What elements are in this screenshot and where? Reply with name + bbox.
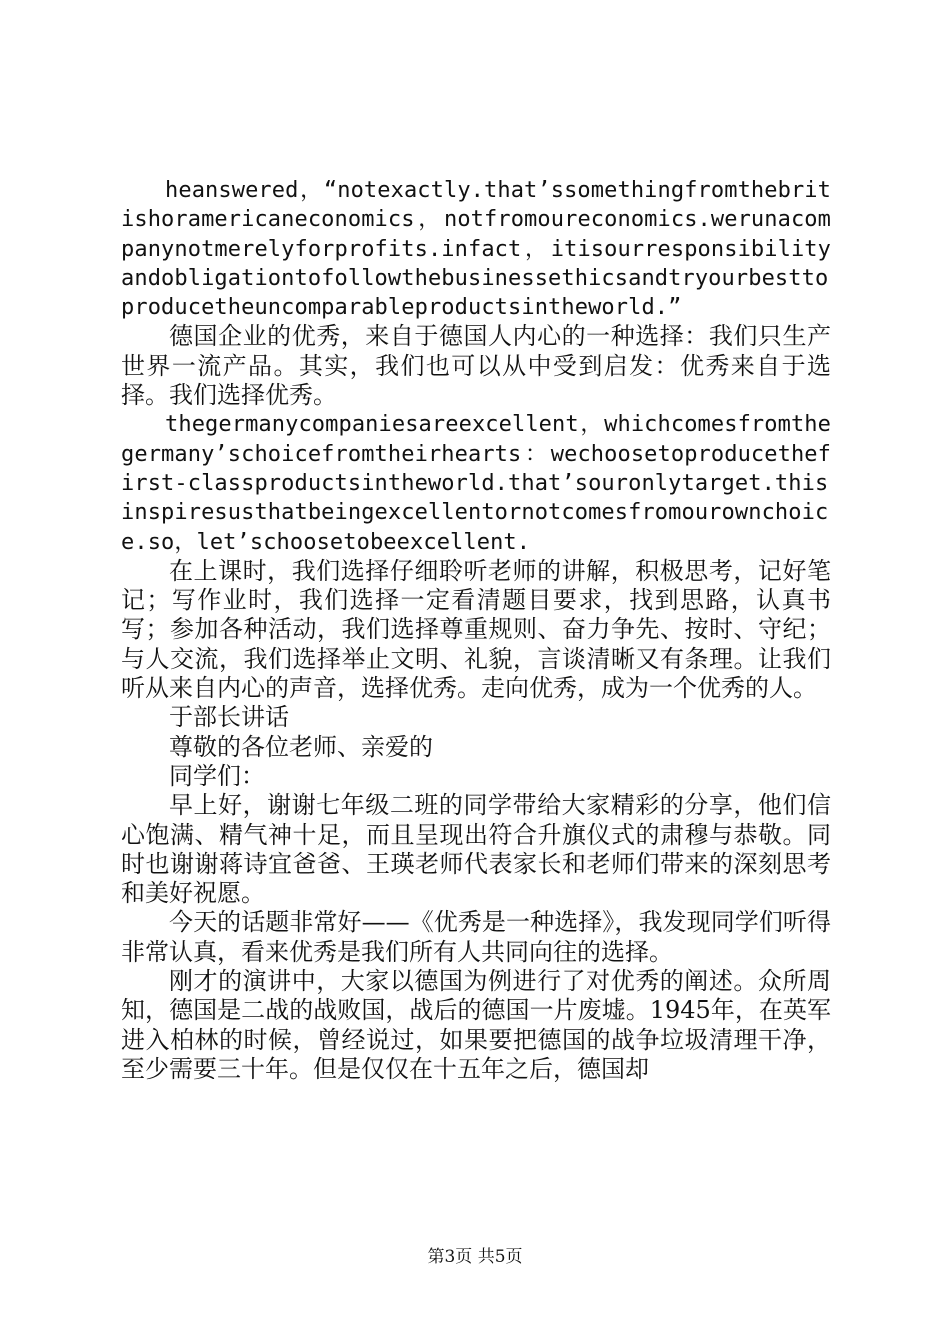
body-text [121, 176, 831, 1084]
paragraph-german-excellence: 德国企业的优秀，来自于德国人内心的一种选择：我们只生产世界一流产品。其实，我们也可以从中受到启发：优秀来自于选择。我们选择优秀。 [121, 322, 831, 410]
salutation-teachers: 尊敬的各位老师、亲爱的 [169, 732, 433, 761]
page-number-footer: 第3页 共5页 [427, 1247, 523, 1267]
salutation-students: 同学们： [169, 761, 265, 790]
paragraph-topic: 今天的话题非常好——《优秀是一种选择》，我发现同学们听得非常认真，看来优秀是我们所有人共同向往的选择。 [121, 908, 831, 966]
paragraph-english-answer: heanswered，“notexactly.that’ssomethingfromthebritishoramericaneconomics，notfromoureconomics.werunacompanynotmerelyforprofits.infact，itisourresponsibilityandobligationtofollowthebusinessethicsandtryourbesttoproducetheuncomparableproductsintheworld.” [121, 178, 831, 321]
paragraph-school-choices: 在上课时，我们选择仔细聆听老师的讲解，积极思考，记好笔记；写作业时，我们选择一定看清题目要求，找到思路，认真书写；参加各种活动，我们选择尊重规则、奋力争先、按时、守纪；与人交流，我们选择举止文明、礼貌，言谈清晰又有条理。让我们听从来自内心的声音，选择优秀。走向优秀，成为一个优秀的人。 [121, 556, 831, 703]
section-heading-speech: 于部长讲话 [169, 703, 289, 732]
paragraph-germany-history: 刚才的演讲中，大家以德国为例进行了对优秀的阐述。众所周知，德国是二战的战败国，战后的德国一片废墟。1945年，在英军进入柏林的时候，曾经说过，如果要把德国的战争垃圾清理干净，至少需要三十年。但是仅仅在十五年之后，德国却 [121, 967, 831, 1083]
paragraph-english-translation: thegermanycompaniesareexcellent，whichcomesfromthegermany’schoicefromtheirhearts：wechoosetoproducethefirst-classproductsintheworld.that’souronlytarget.thisinspiresusthatbeingexcellentornotcomesfromourownchoice.so，let’schoosetobeexcellent. [121, 412, 831, 555]
paragraph-greeting: 早上好，谢谢七年级二班的同学带给大家精彩的分享，他们信心饱满、精气神十足，而且呈现出符合升旗仪式的肃穆与恭敬。同时也谢谢蒋诗宜爸爸、王瑛老师代表家长和老师们带来的深刻思考和美好祝愿。 [121, 791, 831, 908]
